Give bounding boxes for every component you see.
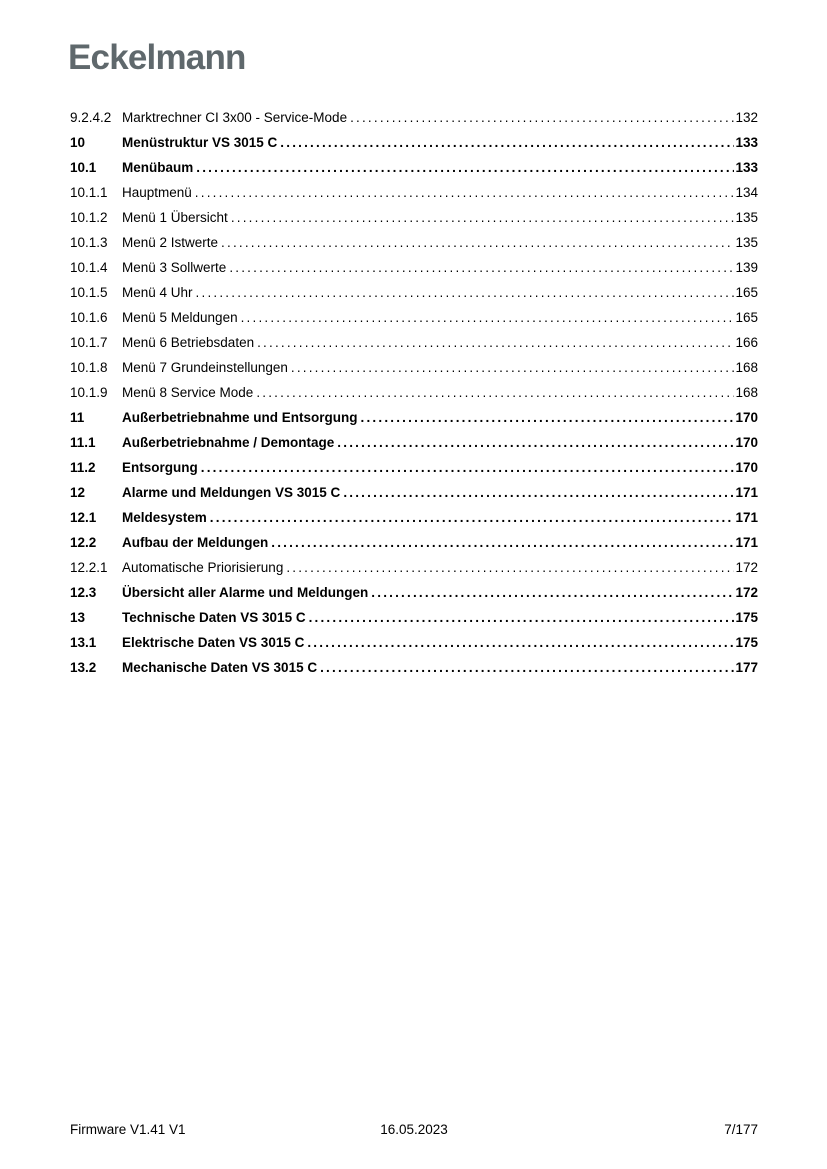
toc-entry-number: 10.1.8 [70,360,108,375]
toc-dot-leader [195,180,735,205]
toc-entry-label: Menü 1 Übersicht [122,210,228,225]
toc-entry-page: 168 [735,360,758,375]
toc-entry-label: Menü 5 Meldungen [122,310,238,325]
toc-dot-leader [210,505,735,530]
toc-dot-leader [280,130,734,155]
toc-entry-number: 11 [70,410,85,425]
toc-entry-number: 10.1.5 [70,285,108,300]
toc-row[interactable] [70,380,758,405]
toc-entry-number: 9.2.4.2 [70,110,112,125]
toc-entry-page: 171 [735,485,758,500]
toc-entry-number: 12.2 [70,535,97,550]
toc-entry-number: 10.1.6 [70,310,108,325]
toc-entry-label: Meldesystem [122,510,207,525]
toc-entry-page: 175 [735,635,758,650]
toc-entry-page: 135 [735,210,758,225]
toc-entry-label: Technische Daten VS 3015 C [122,610,306,625]
toc-row[interactable] [70,180,758,205]
toc-entry-page: 135 [735,235,758,250]
toc-entry-label: Außerbetriebnahme / Demontage [122,435,335,450]
toc-entry-page: 133 [735,160,758,175]
toc-dot-leader [221,230,734,255]
toc-entry-number: 10.1.1 [70,185,108,200]
toc-entry-number: 12 [70,485,86,500]
toc-row[interactable] [70,155,758,180]
toc-entry-number: 13 [70,610,86,625]
toc-entry-number: 10.1.9 [70,385,108,400]
toc-entry-number: 10 [70,135,86,150]
footer-page-number: 7/177 [724,1122,758,1137]
toc-entry-label: Menübaum [122,160,194,175]
toc-dot-leader [337,430,734,455]
toc-row[interactable] [70,280,758,305]
toc-row[interactable] [70,480,758,505]
toc-row[interactable] [70,605,758,630]
toc-entry-page: 171 [735,510,758,525]
toc-entry-number: 11.2 [70,460,96,475]
toc-entry-label: Menü 2 Istwerte [122,235,219,250]
toc-entry-page: 170 [735,460,758,475]
toc-entry-number: 13.1 [70,635,97,650]
toc-row[interactable] [70,455,758,480]
toc-row[interactable] [70,530,758,555]
toc-row[interactable] [70,205,758,230]
toc-dot-leader [241,305,735,330]
toc-dot-leader [307,630,734,655]
toc-entry-number: 12.1 [70,510,97,525]
toc-entry-page: 177 [735,660,758,675]
toc-entry-page: 165 [735,285,758,300]
footer-date: 16.05.2023 [380,1122,448,1137]
toc-dot-leader [291,355,735,380]
toc-entry-label: Menü 3 Sollwerte [122,260,227,275]
toc-entry-page: 166 [735,335,758,350]
table-of-contents [70,105,758,680]
toc-row[interactable] [70,555,758,580]
toc-row[interactable] [70,505,758,530]
toc-row[interactable] [70,630,758,655]
toc-entry-label: Alarme und Meldungen VS 3015 C [122,485,341,500]
toc-dot-leader [350,105,734,130]
toc-entry-label: Menü 4 Uhr [122,285,193,300]
toc-entry-page: 133 [735,135,758,150]
toc-row[interactable] [70,405,758,430]
toc-entry-page: 170 [735,410,758,425]
toc-dot-leader [361,405,735,430]
toc-entry-number: 12.3 [70,585,97,600]
toc-row[interactable] [70,305,758,330]
toc-entry-page: 170 [735,435,758,450]
toc-row[interactable] [70,255,758,280]
toc-dot-leader [320,655,734,680]
toc-entry-label: Automatische Priorisierung [122,560,284,575]
page-footer [70,1121,758,1138]
toc-entry-page: 132 [735,110,758,125]
toc-entry-label: Außerbetriebnahme und Entsorgung [122,410,358,425]
toc-entry-page: 171 [735,535,758,550]
toc-row[interactable] [70,430,758,455]
toc-row[interactable] [70,130,758,155]
toc-dot-leader [309,605,735,630]
toc-dot-leader [229,255,734,280]
toc-entry-number: 10.1 [70,160,97,175]
toc-dot-leader [286,555,734,580]
toc-dot-leader [271,530,734,555]
toc-entry-label: Mechanische Daten VS 3015 C [122,660,318,675]
toc-entry-label: Elektrische Daten VS 3015 C [122,635,305,650]
toc-row[interactable] [70,655,758,680]
footer-firmware-version: Firmware V1.41 V1 [70,1122,186,1137]
toc-entry-number: 12.2.1 [70,560,108,575]
toc-entry-page: 172 [735,560,758,575]
toc-dot-leader [371,580,734,605]
toc-entry-label: Entsorgung [122,460,198,475]
toc-entry-page: 172 [735,585,758,600]
toc-entry-number: 11.1 [70,435,96,450]
toc-entry-label: Menüstruktur VS 3015 C [122,135,278,150]
toc-entry-number: 10.1.4 [70,260,108,275]
toc-row[interactable] [70,230,758,255]
toc-entry-page: 168 [735,385,758,400]
toc-dot-leader [343,480,734,505]
toc-entry-page: 175 [735,610,758,625]
toc-entry-label: Menü 6 Betriebsdaten [122,335,255,350]
toc-dot-leader [257,330,734,355]
toc-entry-number: 10.1.2 [70,210,108,225]
toc-row[interactable] [70,580,758,605]
toc-entry-page: 139 [735,260,758,275]
toc-entry-page: 165 [735,310,758,325]
toc-entry-number: 10.1.3 [70,235,108,250]
toc-dot-leader [201,455,735,480]
toc-entry-label: Aufbau der Meldungen [122,535,269,550]
toc-entry-label: Menü 7 Grundeinstellungen [122,360,288,375]
toc-entry-number: 13.2 [70,660,97,675]
toc-row[interactable] [70,105,758,130]
toc-entry-label: Menü 8 Service Mode [122,385,254,400]
eckelmann-logo: Eckelmann [68,38,246,77]
toc-dot-leader [196,155,734,180]
toc-entry-number: 10.1.7 [70,335,108,350]
toc-entry-label: Marktrechner CI 3x00 - Service-Mode [122,110,348,125]
toc-entry-label: Hauptmenü [122,185,192,200]
toc-dot-leader [256,380,734,405]
toc-row[interactable] [70,330,758,355]
toc-entry-page: 134 [735,185,758,200]
toc-row[interactable] [70,355,758,380]
toc-dot-leader [231,205,735,230]
toc-dot-leader [196,280,735,305]
toc-entry-label: Übersicht aller Alarme und Meldungen [122,585,369,600]
